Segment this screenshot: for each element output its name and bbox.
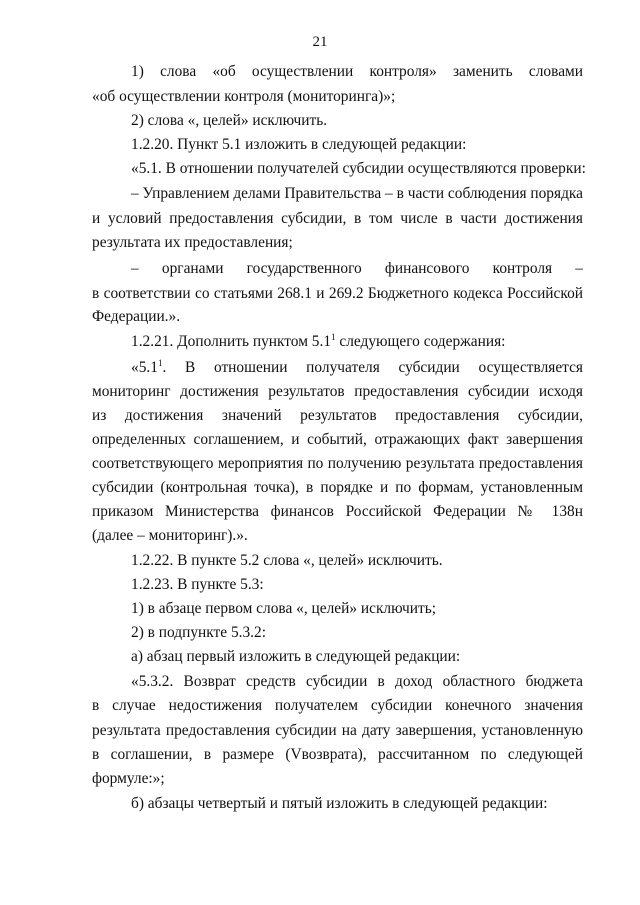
line-text: в случае недостижения получателем субсидии конечного значения [92,697,583,714]
line-text: субсидии (контрольная точка), в порядке и по формам, установленным [92,479,583,496]
line-text: 1.2.22. В пункте 5.2 слова «, целей» исключить. [131,552,443,569]
text-line [92,283,583,305]
text-line [131,598,583,620]
text-line [92,720,583,742]
line-text: б) абзацы четвертый и пятый изложить в следующей редакции: [131,795,548,812]
text-line [131,622,583,644]
line-text: приказом Министерства финансов Российской Федерации № 138н [92,503,583,520]
line-text: 1.2.20. Пункт 5.1 изложить в следующей редакции: [131,136,467,153]
text-line [131,671,583,693]
line-text: результата предоставления субсидии на дату завершения, установленную [92,722,583,739]
text-line [131,258,583,280]
line-text: соответствующего мероприятия по получению результата предоставления [92,455,583,472]
text-line [131,158,586,180]
line-text: 1) в абзаце первом слова «, целей» исключить; [131,600,437,617]
line-text: из достижения значений результатов предоставления субсидии, [92,407,583,424]
line-text: определенных соглашением, и событий, отражающих факт завершения [92,431,583,448]
line-text: и условий предоставления субсидии, в том числе в части достижения [92,210,583,227]
text-line [131,357,583,379]
line-text: результата их предоставления; [92,234,293,251]
line-text: (далее – мониторинг).». [92,527,248,544]
text-line [92,429,583,451]
page-number: 21 [312,34,328,50]
line-text: «об осуществлении контроля (мониторинга)»; [92,88,396,105]
text-line [92,405,583,427]
line-text: 1.2.23. В пункте 5.3: [131,576,264,593]
line-text: – органами государственного финансового контроля – [131,260,583,277]
line-text: в соответствии со статьями 268.1 и 269.2 Бюджетного кодекса Российской [92,285,583,302]
line-text: 2) в подпункте 5.3.2: [131,624,267,641]
line-text: 1.2.21. Дополнить пунктом 5.1 [131,333,332,350]
text-line [92,477,583,499]
line-text: – Управлением делами Правительства – в части соблюдения порядка [131,185,583,202]
line-text-after: следующего содержания: [335,333,506,350]
text-line [131,110,583,132]
text-line [92,768,583,790]
line-text: 1) слова «об осуществлении контроля» заменить словами [131,63,583,80]
text-line [131,61,583,83]
text-line [131,134,583,156]
text-line [92,306,583,328]
line-text: формуле:»; [92,770,165,787]
line-text: мониторинг достижения результатов предоставления субсидии исходя [92,383,583,400]
text-line [131,331,583,353]
text-line [131,550,583,572]
text-line [131,646,583,668]
line-text: Федерации.». [92,308,181,325]
text-line [92,381,583,403]
text-line [131,183,583,205]
line-text: «5.1. В отношении получателей субсидии осуществляются проверки: [131,160,586,177]
line-text: «5.3.2. Возврат средств субсидии в доход областного бюджета [131,673,583,690]
line-text: 2) слова «, целей» исключить. [131,112,328,129]
superscript: 1 [157,357,163,368]
superscript: 1 [331,331,336,342]
line-text: «5.1 [131,359,158,376]
text-line [92,208,583,230]
text-line [92,525,583,547]
text-line [92,501,583,523]
text-line [92,453,583,475]
line-text: а) абзац первый изложить в следующей редакции: [131,648,461,665]
text-line [131,574,583,596]
text-line [92,232,583,254]
line-text: в соглашении, в размере (Vвозврата), рассчитанном по следующей [92,746,583,763]
text-line [131,793,583,815]
text-line [92,86,583,108]
line-text-after: . В отношении получателя субсидии осуществляется [162,359,583,376]
text-line [92,744,583,766]
text-line [92,695,583,717]
